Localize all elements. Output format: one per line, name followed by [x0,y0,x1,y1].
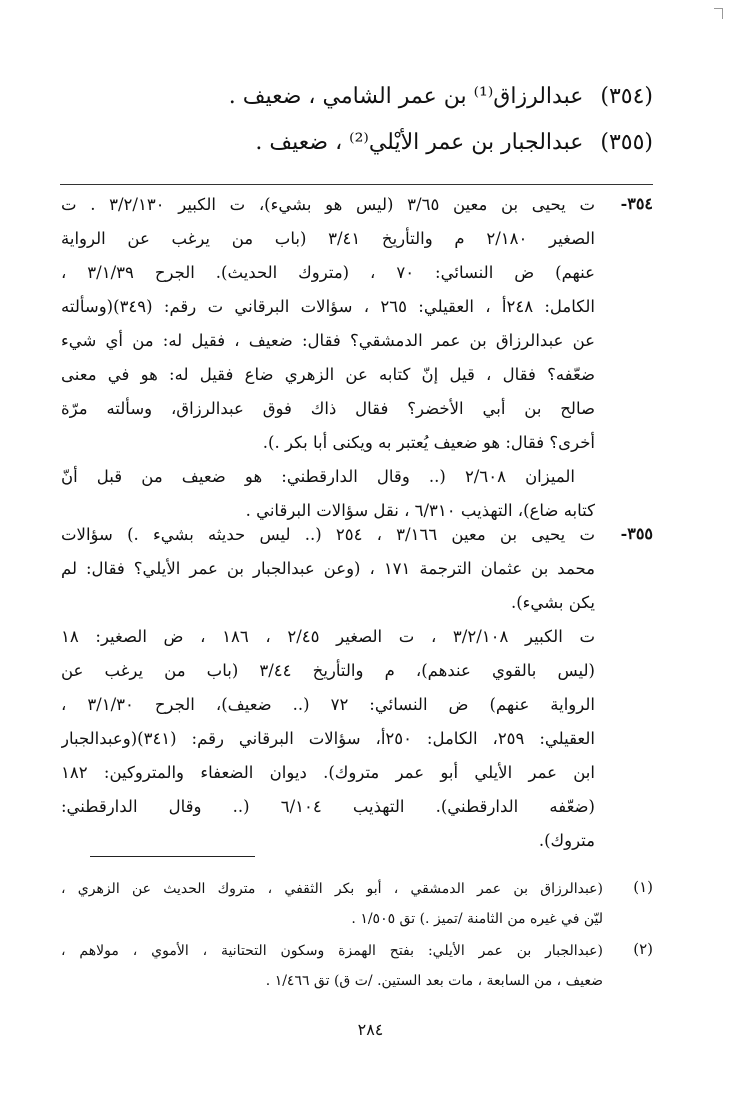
footnote-divider [90,856,255,857]
footnote-line: ليّن في غيره من الثامنة /تميز .) تق ١/٥٠٥ . [351,911,603,927]
footnote-line: (عبدالرزاق بن عمر الدمشقي ، أبو بكر الثقفي ، متروك الحديث عن الزهري ، [61,881,603,897]
note-body [61,188,595,528]
entry-number: (٣٥٤) [600,84,653,109]
entry-text: عبدالجبار بن عمر الأيْلي⁽²⁾ ، ضعيف . [255,130,584,155]
note-number: ٣٥٥- [620,524,653,543]
note-line: ت الكبير ٣/٢/١٠٨ ، ت الصغير ٢/٤٥ ، ١٨٦ ، ض الصغير: ١٨ [61,627,595,646]
note-number: ٣٥٤- [620,194,653,213]
note-line: ابن عمر الأيلي أبو عمر متروك). ديوان الضعفاء والمتروكين: ١٨٢ [61,763,595,782]
note-line: ت يحيى بن معين ٣/٦٥ (ليس هو بشيء)، ت الكبير ٣/٢/١٣٠ . ت [61,195,595,214]
corner-mark [714,8,723,19]
note-line: الميزان ٢/٦٠٨ (.. وقال الدارقطني: هو ضعيف من قبل أنّ [61,467,575,486]
note-line: (ضعّفه الدارقطني). التهذيب ٦/١٠٤ (.. وقال الدارقطني: [61,797,595,816]
note-line: (ليس بالقوي عندهم)، م والتأريخ ٣/٤٤ (باب من يرغب عن [61,661,595,680]
note-line: عن عبدالرزاق بن عمر الدمشقي؟ فقال: ضعيف ، فقيل له: من أي شيء [61,331,595,350]
note-line: يكن بشيء). [510,593,595,612]
note-line: أخرى؟ فقال: هو ضعيف يُعتبر به ويكنى أبا بكر .). [262,433,595,452]
entry-355 [93,130,653,155]
top-divider [60,184,653,185]
footnote-line: (عبدالجبار بن عمر الأيلي: بفتح الهمزة وسكون التحتانية ، الأموي ، مولاهم ، [61,943,603,959]
note-line: العقيلي: ٢٥٩، الكامل: ٢٥٠أ، سؤالات البرقاني رقم: (٣٤١)(وعبدالجبار [61,729,595,748]
note-line: ضعّفه؟ فقال ، قيل إنّ كتابه عن الزهري ضاع فقيل له: هو في معنى [61,365,595,384]
footnote-body [61,936,603,996]
page-number: ٢٨٤ [357,1020,384,1039]
footnote-number: (١) [633,878,653,896]
footnote-number: (٢) [633,940,653,958]
note-line: ت يحيى بن معين ٣/١٦٦ ، ٢٥٤ (.. ليس حديثه بشيء .) سؤالات [61,525,595,544]
note-line: محمد بن عثمان الترجمة ١٧١ ، (وعن عبدالجبار بن عمر الأيلي؟ فقال: لم [61,559,595,578]
entry-354 [93,84,653,109]
note-line: صالح بن أبي الأخضر؟ فقال ذاك فوق عبدالرزاق، وسألته مرّة [61,399,595,418]
note-line: الكامل: ٢٤٨أ ، العقيلي: ٢٦٥ ، سؤالات البرقاني ت رقم: (٣٤٩)(وسألته [61,297,595,316]
footnote-body [61,874,603,934]
note-line: الصغير ٢/١٨٠ م والتأريخ ٣/٤١ (باب من يرغب عن الرواية [61,229,595,248]
entry-text: عبدالرزاق⁽¹⁾ بن عمر الشامي ، ضعيف . [228,84,584,109]
entry-number: (٣٥٥) [600,130,653,155]
note-line: متروك). [538,831,595,850]
note-line: الرواية عنهم) ض النسائي: ٧٢ (.. ضعيف)، الجرح ٣/١/٣٠ ، [61,695,595,714]
note-line: كتابه ضاع)، التهذيب ٦/٣١٠ ، نقل سؤالات البرقاني . [245,501,595,520]
footnote-line: ضعيف ، من السابعة ، مات بعد الستين. /ت ق) تق ١/٤٦٦ . [265,973,603,989]
note-body [61,518,595,858]
note-line: عنهم) ض النسائي: ٧٠ ، (متروك الحديث). الجرح ٣/١/٣٩ ، [61,263,595,282]
